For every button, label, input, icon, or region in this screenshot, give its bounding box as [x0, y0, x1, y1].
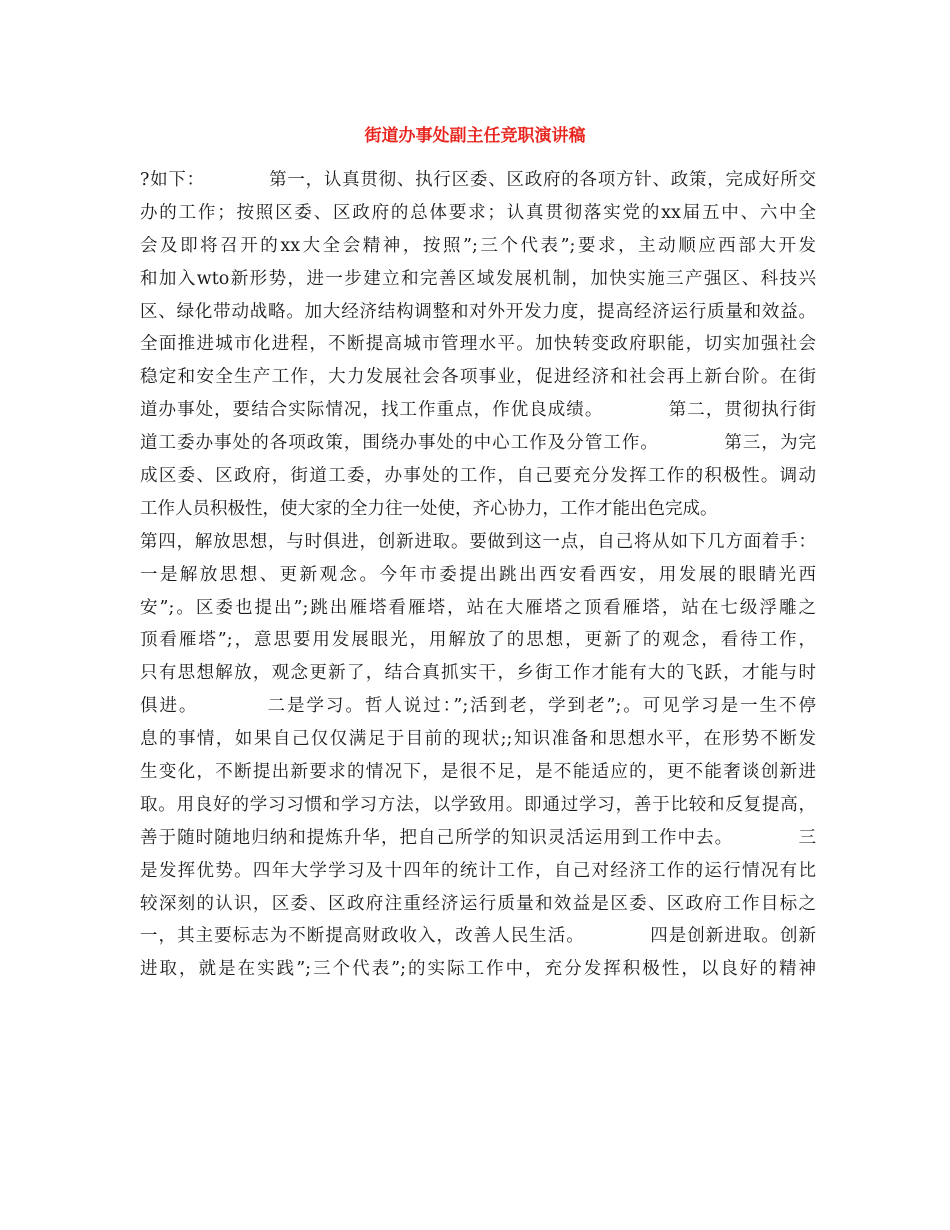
- body-line: 安”;。区委也提出”;跳出雁塔看雁塔，站在大雁塔之顶看雁塔，站在七级浮雕之: [140, 597, 816, 618]
- document-body: [140, 164, 816, 986]
- body-line: 稳定和安全生产工作，大力发展社会各项事业，促进经济和社会再上新台阶。在街: [140, 367, 816, 388]
- body-line: 一是解放思想、更新观念。今年市委提出跳出西安看西安，用发展的眼睛光西: [140, 564, 816, 585]
- body-line: 只有思想解放，观念更新了，结合真抓实干，乡街工作才能有大的飞跃，才能与时: [140, 663, 816, 684]
- body-line: 较深刻的认识，区委、区政府注重经济运行质量和效益是区委、区政府工作目标之: [140, 893, 816, 914]
- body-line: 进取，就是在实践”;三个代表”;的实际工作中，充分发挥积极性，以良好的精神: [140, 959, 816, 980]
- body-line: 全面推进城市化进程，不断提高城市管理水平。加快转变政府职能，切实加强社会: [140, 334, 816, 355]
- body-line: 俱进。 二是学习。哲人说过：”;活到老，学到老”;。可见学习是一生不停: [140, 696, 816, 717]
- body-line: 第四，解放思想，与时俱进，创新进取。要做到这一点，自己将从如下几方面着手：: [140, 531, 816, 552]
- body-line: 生变化，不断提出新要求的情况下，是很不足，是不能适应的，更不能奢谈创新进: [140, 762, 816, 783]
- body-line: 取。用良好的学习习惯和学习方法，以学致用。即通过学习，善于比较和反复提高，: [140, 794, 816, 815]
- body-line: 会及即将召开的xx大全会精神，按照”;三个代表”;要求，主动顺应西部大开发: [140, 235, 816, 256]
- body-line: 道办事处，要结合实际情况，找工作重点，作优良成绩。 第二，贯彻执行街: [140, 400, 816, 421]
- body-line: 办的工作；按照区委、区政府的总体要求；认真贯彻落实党的xx届五中、六中全: [140, 202, 816, 223]
- body-line: 一，其主要标志为不断提高财政收入，改善人民生活。 四是创新进取。创新: [140, 926, 816, 947]
- body-line: 道工委办事处的各项政策，围绕办事处的中心工作及分管工作。 第三，为完: [140, 433, 816, 454]
- body-line: ?如下： 第一，认真贯彻、执行区委、区政府的各项方针、政策，完成好所交: [140, 170, 816, 190]
- body-line: 是发挥优势。四年大学学习及十四年的统计工作，自己对经济工作的运行情况有比: [140, 860, 816, 881]
- body-line: 和加入wto新形势，进一步建立和完善区域发展机制，加快实施三产强区、科技兴: [140, 268, 816, 289]
- body-line: 顶看雁塔”;，意思要用发展眼光，用解放了的思想，更新了的观念，看待工作，: [140, 630, 816, 651]
- document-title: 街道办事处副主任竞职演讲稿: [364, 126, 586, 146]
- body-line: 善于随时随地归纳和提炼升华，把自己所学的知识灵活运用到工作中去。 三: [140, 827, 816, 848]
- body-line: 息的事情，如果自己仅仅满足于目前的现状;;知识准备和思想水平，在形势不断发: [140, 729, 816, 750]
- body-line: 成区委、区政府，街道工委，办事处的工作，自己要充分发挥工作的积极性。调动: [140, 466, 816, 487]
- body-line: 区、绿化带动战略。加大经济结构调整和对外开发力度，提高经济运行质量和效益。: [140, 301, 816, 322]
- body-line: 工作人员积极性，使大家的全力往一处使，齐心协力，工作才能出色完成。: [140, 498, 718, 519]
